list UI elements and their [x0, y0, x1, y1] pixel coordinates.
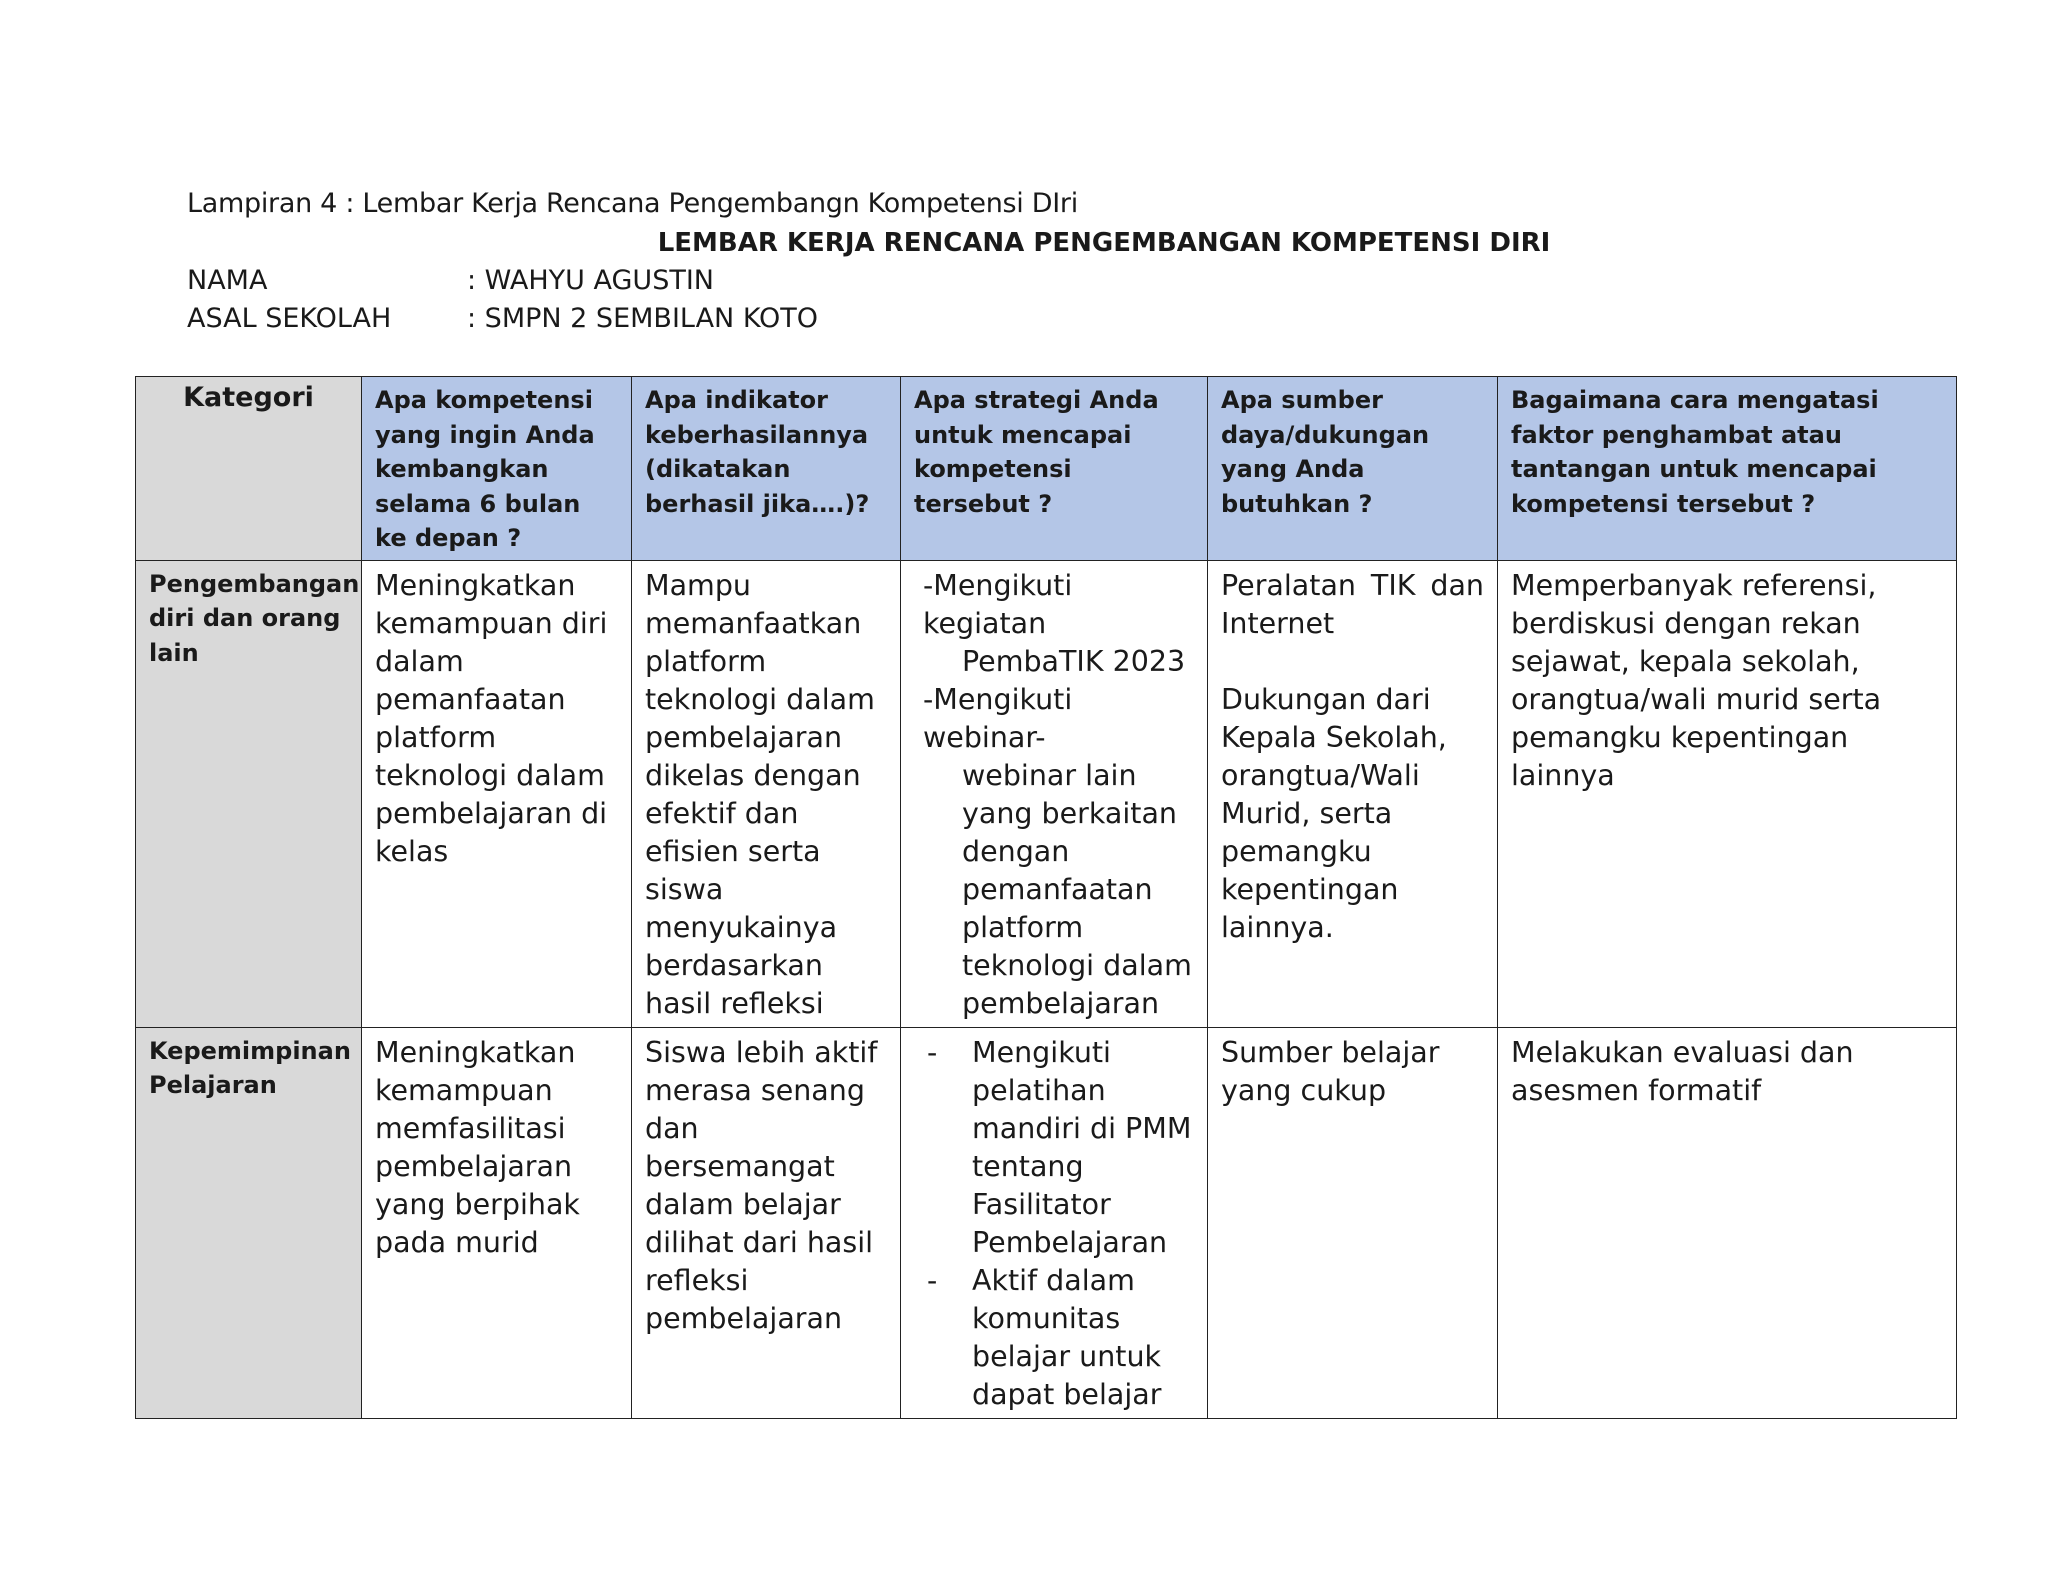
- category-cell: Kepemimpinan Pelajaran: [136, 1027, 362, 1418]
- school-row: [187, 303, 818, 334]
- school-value: : SMPN 2 SEMBILAN KOTO: [467, 303, 819, 334]
- header-indicator: Apa indikator keberhasilannya (dikatakan berhasil jika….)?: [632, 377, 901, 561]
- header-competency: Apa kompetensi yang ingin Anda kembangkan selama 6 bulan ke depan ?: [362, 377, 632, 561]
- header-resources: Apa sumber daya/dukungan yang Anda butuhkan ?: [1208, 377, 1498, 561]
- list-item: [914, 1034, 1194, 1262]
- indicator-cell: Siswa lebih aktif merasa senang dan bersemangat dalam belajar dilihat dari hasil refleksi pembelajaran: [632, 1027, 901, 1418]
- obstacle-cell: Memperbanyak referensi, berdiskusi dengan rekan sejawat, kepala sekolah, orangtua/wali murid serta pemangku kepentingan lainnya: [1498, 560, 1957, 1027]
- list-item-text: Aktif dalam komunitas belajar untuk dapat belajar: [972, 1263, 1162, 1411]
- name-row: [187, 265, 714, 296]
- strategy-cell: [901, 1027, 1208, 1418]
- school-label: ASAL SEKOLAH: [187, 303, 392, 334]
- list-item-text: PembaTIK 2023: [962, 644, 1186, 678]
- strategy-list: [914, 1034, 1194, 1414]
- strategy-cell: [901, 560, 1208, 1027]
- category-cell: Pengembangan diri dan orang lain: [136, 560, 362, 1027]
- list-item-text: webinar lain yang berkaitan dengan pemanfaatan platform teknologi dalam pembelajaran: [962, 758, 1192, 1020]
- list-item: [914, 681, 1194, 1023]
- attachment-caption: Lampiran 4 : Lembar Kerja Rencana Pengembangn Kompetensi DIri: [187, 188, 1078, 219]
- header-category: Kategori: [136, 377, 362, 561]
- table-row: [136, 1027, 1957, 1418]
- list-item-text: Mengikuti kegiatan: [923, 568, 1073, 640]
- competency-cell: Meningkatkan kemampuan memfasilitasi pembelajaran yang berpihak pada murid: [362, 1027, 632, 1418]
- document-title: LEMBAR KERJA RENCANA PENGEMBANGAN KOMPETENSI DIRI: [657, 228, 1551, 258]
- list-item-text: Mengikuti pelatihan mandiri di PMM tentang Fasilitator Pembelajaran: [972, 1035, 1192, 1259]
- name-value: : WAHYU AGUSTIN: [467, 265, 714, 296]
- resources-cell: Sumber belajar yang cukup: [1208, 1027, 1498, 1418]
- list-marker: -: [927, 1263, 938, 1297]
- competency-plan-table: [135, 376, 1957, 1419]
- list-marker: -: [923, 682, 934, 716]
- list-marker: -: [923, 568, 934, 602]
- header-strategy: Apa strategi Anda untuk mencapai kompetensi tersebut ?: [901, 377, 1208, 561]
- table-row: [136, 560, 1957, 1027]
- resource-text: Peralatan TIK dan Internet: [1221, 568, 1484, 640]
- competency-cell: Meningkatkan kemampuan diri dalam pemanfaatan platform teknologi dalam pembelajaran di kelas: [362, 560, 632, 1027]
- resources-cell: [1208, 560, 1498, 1027]
- strategy-list: [914, 567, 1194, 1023]
- table-header-row: [136, 377, 1957, 561]
- indicator-cell: Mampu memanfaatkan platform teknologi dalam pembelajaran dikelas dengan efektif dan efisien serta siswa menyukainya berdasarkan hasil refleksi: [632, 560, 901, 1027]
- list-item-text: Mengikuti webinar-: [923, 682, 1073, 754]
- name-label: NAMA: [187, 265, 268, 296]
- list-marker: -: [927, 1035, 938, 1069]
- resource-text: Dukungan dari Kepala Sekolah, orangtua/Wali Murid, serta pemangku kepentingan lainnya.: [1221, 682, 1447, 944]
- list-item: [914, 567, 1194, 681]
- list-item: [914, 1262, 1194, 1414]
- obstacle-cell: Melakukan evaluasi dan asesmen formatif: [1498, 1027, 1957, 1418]
- header-obstacles: Bagaimana cara mengatasi faktor penghambat atau tantangan untuk mencapai kompetensi tersebut ?: [1498, 377, 1957, 561]
